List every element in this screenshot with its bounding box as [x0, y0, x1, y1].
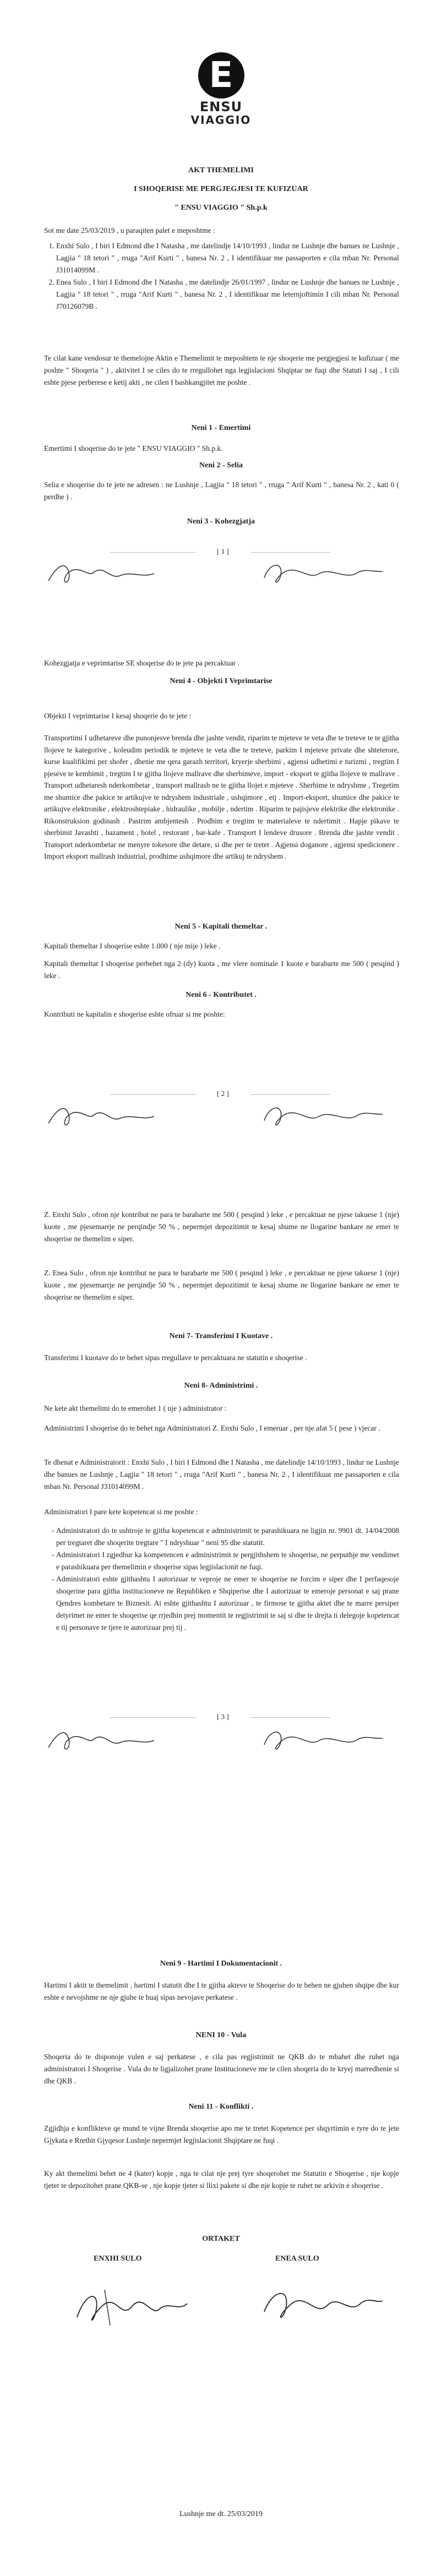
- logo-line-2: VIAGGIO: [190, 113, 252, 127]
- section-8-competences-lead: Administratori I pare kete kopetencat si me poshte :: [44, 1508, 198, 1516]
- section-3-text: Kohezgjatja e veprimtarise SE shoqerise do te jete pa percaktuar .: [44, 659, 239, 667]
- signature-enxhi-final: [72, 2279, 193, 2334]
- section-6-title: Neni 6 - Kontributet .: [185, 991, 257, 999]
- signature-enea-final: [259, 2279, 385, 2334]
- page-number-3: [ 3 ]: [195, 1712, 250, 1723]
- page-number-1: [ 1 ]: [195, 547, 250, 558]
- partner-name-2: ENEA SULO: [275, 2255, 319, 2263]
- section-11-text-1: Zgjidhja e konflikteve qe mund te vijne Brenda shoqerise apo me te tretet Kopetence per shqyrtimin e tyre do te jete Gjykata e Rrethit Gjyqesor Lushnje nepermjet legjislacionit Shqiptare ne fuqi .: [44, 2124, 399, 2144]
- logo-line-1: ENSU: [199, 99, 243, 114]
- signature-enea-page-1: [259, 556, 385, 594]
- contribution-enxhi: Z. Enxhi Sulo , ofron nje kontribut ne para te barabarte me 500 ( pesqind ) leke , e percaktuar ne pjese takuese 1 (nje) kuote , me pjesemarrje ne perqindje 50 % , nepermjet depozitimit te kesaj shume ne llogarine bankare ne emer te shoqerise ne themelim e siper.: [44, 1210, 399, 1243]
- section-1-title: Neni 1 - Emertimi: [191, 424, 251, 432]
- section-4-lead: Objekti I veprimtarise I kesaj shoqerie do te jete :: [44, 712, 192, 720]
- signature-enxhi-page-2: [44, 1099, 160, 1137]
- section-11-text-2: Ky akt themelimi behet ne 4 (kater) kopje , nga te cilat nje prej tyre shoqerohet me Statutin e Shoqerise , nje kopje tjeter te depozitohet prane QKB-se , nje kopje tjeter si llixi pakete si dhe nje kopje te ruhet ne arkivin e shoqerise .: [44, 2169, 399, 2190]
- ortaket-title: ORTAKET: [202, 2235, 240, 2243]
- section-7-text: Transferimi I kuotave do te behet sipas rregullave te percaktuara ne statutin e shoqerise .: [44, 1354, 307, 1362]
- intro-text: Sot me date 25/03/2019 , u paraqiten palet e meposhtme :: [44, 226, 215, 234]
- section-5-lead: Kapitali themeltar I shoqerise eshte 1.000 ( nje mije ) leke .: [44, 942, 221, 950]
- signature-enxhi-page-3: [44, 1723, 160, 1761]
- partners-list: [44, 240, 399, 313]
- section-8-admin: Administrimi I shoqerise do te behet nga Administratori Z. Enxhi Sulo , I emeruar , per nje afat 5 ( pese ) vjecar .: [44, 1424, 380, 1432]
- competence-item-3: - Administratori eshte gjithashtu I autorizuar te veproje ne emer te shoqerise ne forcim e siper dhe I perfaqesoje shoqerine para gjitha institucioneve ne Republiken e Shqiperise dhe I autorizuar te emeroje personat e saj prane Qendres kombetare te Biznesit. Ai eshte gjithashtu I autorizuar , te firmose te gjitha aktet dhe te marre persiper detyrimet ne emer te shoqerise qe rrjedhin prej momentit te regjistrimit te saj si dhe te drejta ti delegoje kopetencat e tij personave te tjere te autorizuar prej tij .: [56, 1573, 399, 1634]
- section-5-text: Kapitali themeltar I shoqerise perbehet nga 2 (dy) kuota , me vlere nominale 1 kuote e barabarte me 500 ( pesqind ) leke .: [44, 959, 399, 980]
- section-8-title: Neni 8- Administrimi .: [184, 1382, 258, 1390]
- signature-enea-page-2: [259, 1099, 385, 1137]
- section-2-text: Selia e shoqerise do te jete ne adresen : ne Lushnje , Lagjia " 18 tetori " , rruga " Arif Kurti " , banesa Nr. 2 , kati 0 ( perdhe ) .: [44, 481, 399, 501]
- competence-item-1: - Administratori do te ushtroje te gjitha kopetencat e administrimit te parashikuara ne ligjin nr. 9901 dt. 14/04/2008 per tregtaret dhe shoqerite tregtare " I ndryshuar " neni 95 dhe statutit.: [56, 1525, 399, 1549]
- section-5-title: Neni 5 - Kapitali themeltar .: [174, 923, 268, 931]
- doc-subtitle: I SHOQERISE ME PERGJEGJESI TE KUFIZUAR: [134, 185, 308, 193]
- page-number-2: [ 2 ]: [195, 1089, 250, 1100]
- section-10-title: NENI 10 - Vula: [195, 2031, 247, 2039]
- section-7-title: Neni 7- Transferimi I Kuotave .: [169, 1332, 273, 1340]
- section-11-title: Neni 11 - Konflikti .: [188, 2103, 254, 2111]
- partner-1: 1. Enxhi Sulo , I biri I Edmond dhe I Natasha , me datelindje 14/10/1993 , lindur ne Lushnje dhe banues ne Lushnje , Lagjia " 18 tetori " , rruga "Arif Kurti " , banesa Nr. 2 , I identifikuar me passaporten e cila mban Nr. Personal J31014099M .: [56, 240, 399, 276]
- signature-enxhi-page-1: [44, 556, 160, 594]
- section-9-title: Neni 9 - Hartimi I Dokumentacionit .: [160, 1960, 282, 1968]
- preamble: Te cilat kane vendosur te themelojne Aktin e Themelimit te meposhtem te nje shoqerie me pergjegjesi te kufizuar ( me poshte " Shoqeria " ) , aktivitet I se ciles do te rregullohet nga legjislacioni Shqiptar ne fuqi dhe Statuti I saj , I cili eshte pjese perberese e ketij akti , ne cilen I bashkangjitet me poshte .: [44, 354, 399, 386]
- logo-e-mark: E: [198, 52, 244, 99]
- company-name: " ENSU VIAGGIO " Sh.p.k: [174, 204, 268, 212]
- partner-2: 2. Enea Sulo , I biri I Edmond dhe I Natasha , me datelindje 26/01/1997 , lindur ne Lushnje dhe banues ne Lushnje , Lagjia " 18 tetori " , rruga "Arif Kurti " , banesa Nr. 2 , I identifikuar me leternjoftimin I cili mban Nr. Personal J70126079B .: [56, 276, 399, 313]
- section-6-lead: Kontributi ne kapitalin e shoqerise eshte ofruar si me poshte:: [44, 1010, 225, 1018]
- place-date: Lushnje me dt. 25/03/2019: [179, 2510, 263, 2518]
- company-logo: [182, 52, 260, 126]
- partner-name-1: ENXHI SULO: [94, 2255, 142, 2263]
- section-3-title: Neni 3 - Kohezgjatja: [187, 517, 255, 526]
- section-8-competences: [44, 1525, 399, 1634]
- section-4-title: Neni 4 - Objekti I Veprimtarise: [170, 677, 272, 685]
- competence-item-2: - Administratori I zgjedhur ka kompetencen e administrimit te pergjithshem te shoqerise, ne perputhje me vendimet e parashikuara per themelimin e shoqerise sipas legjislacionit ne fuqi.: [56, 1549, 399, 1573]
- section-10-text: Shoqeria do te disponoje vulen e saj perkatese , e cila pas regjistrimit ne QKB do te mbahet dhe ruhet nga administratori I Shoqerise . Vula do te ligjalizohet prane Institucioneve me te cilen shoqeria do te kryej marredhenie si dhe QKB .: [44, 2053, 399, 2085]
- section-1-text: Emertimi I shoqerise do te jete " ENSU VIAGGIO " Sh.p.k.: [44, 444, 223, 452]
- section-2-title: Neni 2 - Selia: [199, 461, 243, 470]
- section-8-admin-details: Te dhenat e Administratorit : Enxhi Sulo , I biri I Edmond dhe I Natasha , me datelindje 14/10/1993 , lindur ne Lushnje dhe banues ne Lushnje , Lagjia " 18 tetori " , rruga "Arif Kurti " , banesa Nr. 2 , I identifikuar me passaporten e cila mban Nr. Personal J31014099M .: [44, 1458, 399, 1491]
- section-4-text: Transportimi I udhetareve dhe punonjesve brenda dhe jashte vendit, riparim te mjeteve te veta dhe te treteve te te gjitha llojeve te kategorive , koleudim periodik te mjeteve te veta dhe te treteve, parkim I mjeteve private dhe shteterore, kurse kualifikimi per shofer , dhenie me qera garazh territori, kryerje sherbimi , agjensi udhetimi e turizmi , tregtim I pjeseve te kembimit , tregtim I te gjitha llojeve mallrave dhe sherbimeve, import - eksport te gjitha llojeve te mallrave . Transport udhetaresh nderkombetar , transport mallrash ne te gjitha llojet e mjeteve . Sherbime te ndryshme , Tregetim me shumice dhe pakice te artikujve te ndryshem industriale , ushqimore , etj . Import-eksport, shumice dhe pakice te artikujve elektronike , elektroshtepiake , hidraulike , mobilje , ndertim . Riparim te pajisjeve elektrike dhe elektronike . Rikonstruksion godinash . Pastrim ambjentesh . Prodhim e tregtim te materialeve te ndertimit . Hapje pikave te sherbimit Javashti , bazament , hotel , restorant , bar-kafe . Transport I lendeve drusore . Brenda dhe jashte vendit . Transport nderkombetar ne menyre tokesore dhe detare, si dhe per te tretet . Agjensi doganore , agjensi spedicionere . Import eksport mallrash industrial, prodhime ushqimore dhe artikuj te ndryshem .: [44, 734, 399, 860]
- section-9-text: Hartimi I aktit te themelimit , hartimi I statutit dhe I te gjitha akteve te Shoqerise do te behen ne gjuhen shqipe dhe kur eshte e nevojshme ne nje gjuhe te huaj sipas nevojave perkatese .: [44, 1981, 399, 2001]
- doc-title: AKT THEMELIMI: [188, 166, 254, 174]
- contribution-enea: Z. Enea Sulo , ofron nje kontribut ne para te barabarte me 500 ( pesqind ) leke , e percaktuar ne pjese takuese 1 (nje) kuote , me pjesemarrje ne perqindje 50 % , nepermjet depozitimit te kesaj shume ne llogarine bankare ne emer te shoqerise ne themelim e siper.: [44, 1269, 399, 1301]
- signature-enea-page-3: [259, 1723, 385, 1761]
- section-8-lead: Ne kete akt themelimi do te emerohet 1 ( nje ) administrator :: [44, 1404, 227, 1412]
